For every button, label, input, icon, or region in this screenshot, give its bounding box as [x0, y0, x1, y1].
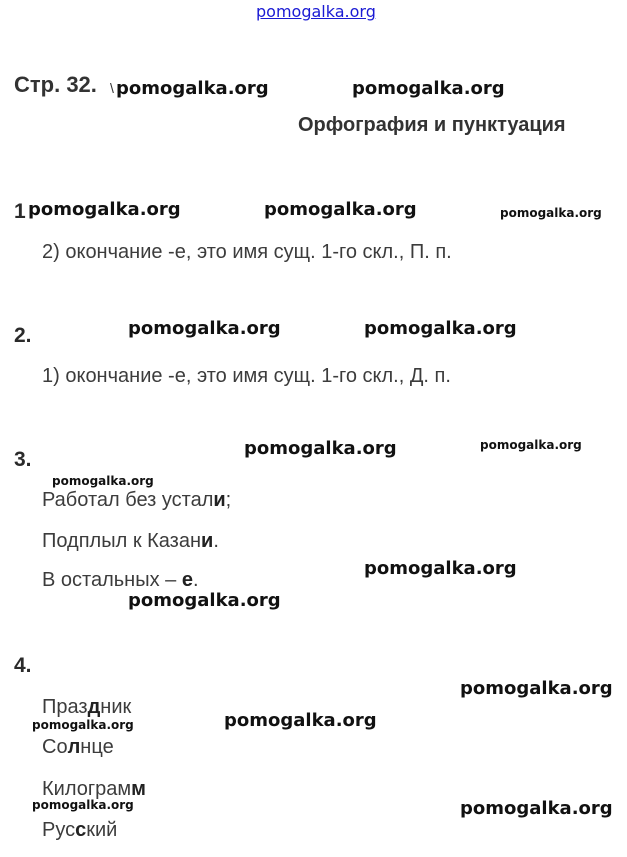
- watermark: pomogalka.org: [264, 199, 417, 220]
- task-3-number: 3.: [14, 448, 32, 471]
- watermark: pomogalka.org: [224, 710, 377, 731]
- task-4-line-4: Русский: [42, 819, 118, 841]
- task-3-line-2: Подплыл к Казани.: [42, 530, 219, 552]
- watermark: pomogalka.org: [128, 318, 281, 339]
- task-4-number: 4.: [14, 654, 32, 677]
- watermark: pomogalka.org: [500, 206, 602, 220]
- watermark: pomogalka.org: [28, 199, 181, 220]
- page-title: Орфография и пунктуация: [298, 114, 566, 136]
- watermark: pomogalka.org: [480, 438, 582, 452]
- watermark: pomogalka.org: [32, 718, 134, 732]
- task-3-line-1: Работал без устали;: [42, 489, 232, 511]
- page-number: Стр. 32.: [14, 72, 97, 97]
- task-2-number: 2.: [14, 324, 32, 347]
- site-link[interactable]: pomogalka.org: [256, 2, 376, 21]
- watermark: pomogalka.org: [32, 798, 134, 812]
- task-3-line-3: В остальных – е.: [42, 569, 199, 591]
- task-4-line-3: Килограмм: [42, 778, 146, 800]
- task-1-number: 1: [14, 200, 26, 223]
- task-1-line-1: 2) окончание -е, это имя сущ. 1-го скл., П. п.: [42, 241, 452, 263]
- task-2-line-1: 1) окончание -е, это имя сущ. 1-го скл., Д. п.: [42, 365, 451, 387]
- watermark: pomogalka.org: [364, 558, 517, 579]
- watermark: pomogalka.org: [460, 678, 613, 699]
- watermark: pomogalka.org: [116, 78, 269, 99]
- watermark: pomogalka.org: [128, 590, 281, 611]
- page-number-mark: \: [110, 80, 114, 96]
- watermark: pomogalka.org: [52, 474, 154, 488]
- task-4-line-1: Праздник: [42, 696, 132, 718]
- watermark: pomogalka.org: [460, 798, 613, 819]
- watermark: pomogalka.org: [364, 318, 517, 339]
- watermark: pomogalka.org: [244, 438, 397, 459]
- watermark: pomogalka.org: [352, 78, 505, 99]
- task-4-line-2: Солнце: [42, 736, 114, 758]
